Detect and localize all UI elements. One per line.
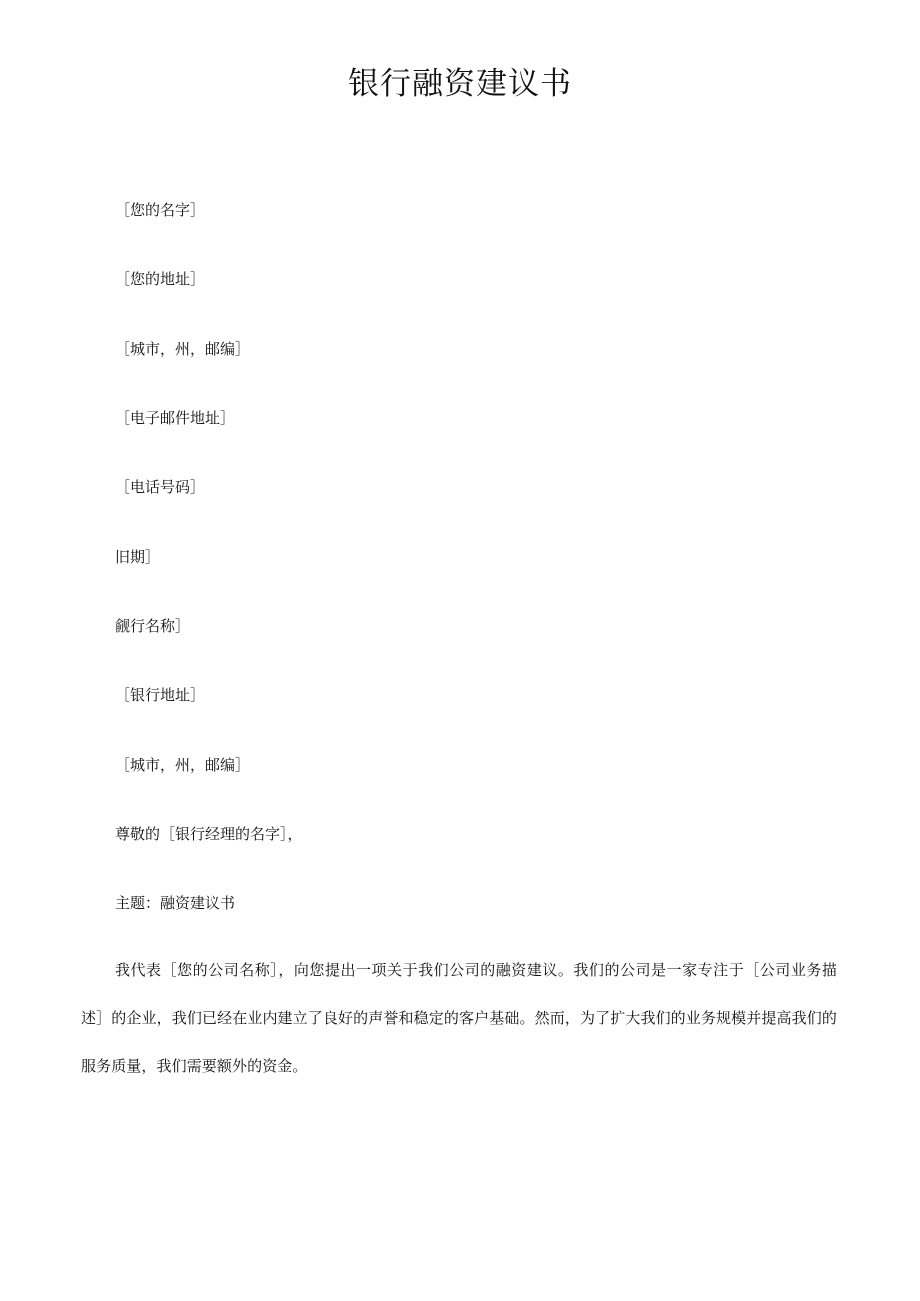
recipient-city-state-zip: ［城市，州，邮编］ [115,756,251,774]
subject-line: 主题：融资建议书 [115,894,236,912]
sender-name: ［您的名字］ [115,201,206,219]
letter-date: 旧期］ [115,548,161,566]
sender-address: ［您的地址］ [115,270,206,288]
sender-city-state-zip: ［城市，州，邮编］ [115,340,251,358]
sender-email: ［电子邮件地址］ [115,409,236,427]
recipient-bank-address: ［银行地址］ [115,686,206,704]
sender-phone: ［电话号码］ [115,478,206,496]
salutation: 尊敬的［银行经理的名字］， [115,825,303,843]
body-paragraph: 我代表［您的公司名称］，向您提出一项关于我们公司的融资建议。我们的公司是一家专注于［公司业务描述］的企业，我们已经在业内建立了良好的声誉和稳定的客户基础。然而，为了扩大我们的业务规模并提高我们的服务质量，我们需要额外的资金。 [81,961,837,1075]
recipient-bank-name: 觎行名称］ [115,617,191,635]
document-title: 银行融资建议书 [348,66,572,102]
